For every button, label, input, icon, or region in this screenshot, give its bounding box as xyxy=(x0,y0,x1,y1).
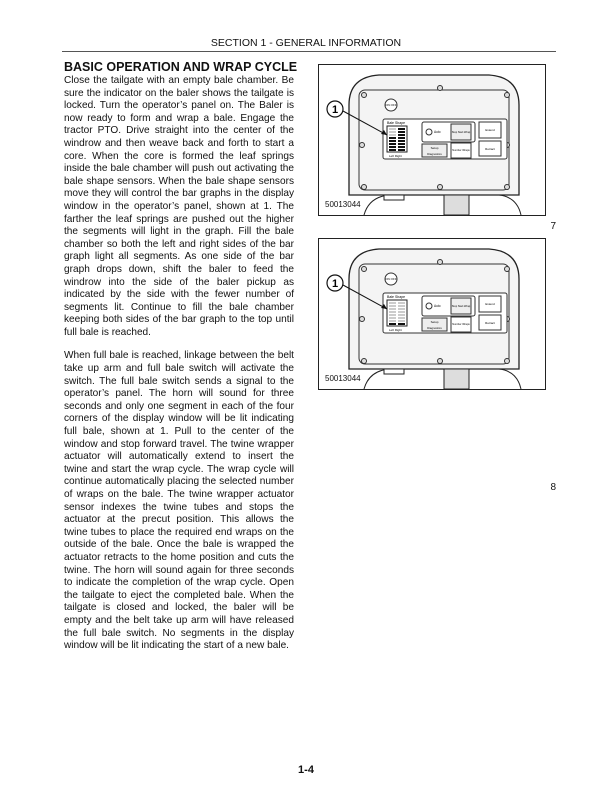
paragraph-bale-forming: Close the tailgate with an empty bale chamber. Be sure the indicator on the baler shows the tailgate is locked. Turn the operator’s panel on. The Baler is now ready to form and wrap a bale. Engage the tractor PTO. Drive straight into the center of the windrow and then weave back and forth to start a core. When the core is formed the leaf springs inside the bale chamber will push out activating the bale shape sensors. When the bale shape sensors move they will control the bar graphs in the display window in the operator’s panel, shown at 1. The farther the leaf springs are pushed out the higher the segments will light in the graph. Fill the bale chamber so both the left and right sides of the bar graph light all segments. As one side of the bar graph drops down, shift the baler to feed the windrow into the side of the baler pickup as indicated by the side with the fewer number of segments lit. Continue to fill the bale chamber keeping both sides of the bar graph to the top until full bale is reached. xyxy=(64,75,294,338)
left-segment xyxy=(389,317,396,319)
left-segment xyxy=(389,314,396,316)
cable-connector xyxy=(444,369,469,389)
figure-7-operator-panel xyxy=(318,64,546,216)
stop-start-label: Stop Start Wrap xyxy=(451,305,471,308)
auto-label: Auto xyxy=(434,130,441,134)
left-segment xyxy=(389,323,396,325)
screw-icon xyxy=(362,359,367,364)
screw-icon xyxy=(438,185,443,190)
figure-number: 7 xyxy=(550,221,556,232)
screw-icon xyxy=(360,143,365,148)
cable-connector xyxy=(444,195,469,215)
left-right-label: Left Right xyxy=(389,328,402,332)
text-column xyxy=(64,75,294,653)
setup-label: Setup xyxy=(430,146,439,150)
screw-icon xyxy=(438,86,443,91)
left-segment xyxy=(389,146,396,148)
left-segment xyxy=(389,143,396,145)
left-segment xyxy=(389,320,396,322)
diagnostics-label: Diagnostics xyxy=(427,326,442,330)
screw-icon xyxy=(362,185,367,190)
left-segment xyxy=(389,128,396,130)
operator-panel-illustration xyxy=(319,239,545,389)
left-segment xyxy=(389,311,396,313)
screw-icon xyxy=(438,260,443,265)
page-number: 1-4 xyxy=(298,764,314,776)
header-rule xyxy=(62,51,556,52)
power-label: ON OFF xyxy=(385,277,397,281)
bale-shape-label: Bale Shape xyxy=(387,295,406,299)
diagnostics-label: Diagnostics xyxy=(427,152,442,156)
screw-icon xyxy=(505,267,510,272)
right-segment xyxy=(398,146,405,148)
right-segment xyxy=(398,128,405,130)
right-segment xyxy=(398,134,405,136)
left-segment xyxy=(389,140,396,142)
stop-start-label: Stop Start Wrap xyxy=(451,131,471,134)
right-segment xyxy=(398,317,405,319)
right-segment xyxy=(398,140,405,142)
left-segment xyxy=(389,137,396,139)
screw-icon xyxy=(505,185,510,190)
left-segment xyxy=(389,134,396,136)
left-segment xyxy=(389,149,396,151)
section-title: BASIC OPERATION AND WRAP CYCLE xyxy=(64,60,298,74)
right-segment xyxy=(398,149,405,151)
extend-label: Extend xyxy=(485,302,495,306)
right-segment xyxy=(398,314,405,316)
screw-icon xyxy=(362,93,367,98)
number-wraps-label: Number Wraps xyxy=(452,323,470,326)
operator-panel-illustration xyxy=(319,65,545,215)
retract-label: Retract xyxy=(485,321,495,325)
figure-number: 8 xyxy=(550,482,556,493)
section-header: SECTION 1 - GENERAL INFORMATION xyxy=(210,37,402,49)
right-segment xyxy=(398,320,405,322)
screw-icon xyxy=(505,359,510,364)
left-segment xyxy=(389,305,396,307)
right-segment xyxy=(398,143,405,145)
right-segment xyxy=(398,308,405,310)
auto-label: Auto xyxy=(434,304,441,308)
setup-label: Setup xyxy=(430,320,439,324)
screw-icon xyxy=(362,267,367,272)
right-segment xyxy=(398,305,405,307)
right-segment xyxy=(398,311,405,313)
right-segment xyxy=(398,323,405,325)
paragraph-wrap-cycle: When full bale is reached, linkage between the belt take up arm and full bale switch will activate the switch. The full bale switch sends a signal to the operator’s panel. The horn will sound for three seconds and only one segment in each of the four corners of the display window will be lit indicating full bale, shown at 1. Pull to the center of the window and stop forward travel. The twine wrapper actuator will automatically extend to insert the twine and start the wrap cycle. The wrap cycle will continue automatically placing the selected number of wraps on the bale. The twine wrapper actuator sensor indexes the twine tubes and stops the actuator at the precut position. This allows the twine tubes to place the required end wraps on the outside of the bale. Once the bale is wrapped the actuator retracts to the home position and cuts the twine. The horn will sound again for three seconds to indicate the completion of the wrap cycle. Open the tailgate to eject the completed bale. When the tailgate is closed and locked, the baler will be empty and the belt take up arm will have released the full bale switch. No segments in the display window will be lit indicating the start of a new bale. xyxy=(64,350,294,652)
screw-icon xyxy=(438,359,443,364)
number-wraps-label: Number Wraps xyxy=(452,149,470,152)
left-segment xyxy=(389,308,396,310)
left-segment xyxy=(389,302,396,304)
screw-icon xyxy=(505,93,510,98)
power-label: ON OFF xyxy=(385,103,397,107)
bale-shape-label: Bale Shape xyxy=(387,121,406,125)
auto-indicator xyxy=(426,129,432,135)
connector-tab xyxy=(384,369,404,374)
retract-label: Retract xyxy=(485,147,495,151)
right-segment xyxy=(398,131,405,133)
figure-code: 50013044 xyxy=(325,200,361,209)
right-segment xyxy=(398,137,405,139)
extend-label: Extend xyxy=(485,128,495,132)
figure-8-operator-panel xyxy=(318,238,546,390)
callout-number: 1 xyxy=(331,278,339,290)
callout-number: 1 xyxy=(331,104,339,116)
left-right-label: Left Right xyxy=(389,154,402,158)
figure-code: 50013044 xyxy=(325,374,361,383)
auto-indicator xyxy=(426,303,432,309)
connector-tab xyxy=(384,195,404,200)
left-segment xyxy=(389,131,396,133)
screw-icon xyxy=(360,317,365,322)
right-segment xyxy=(398,302,405,304)
